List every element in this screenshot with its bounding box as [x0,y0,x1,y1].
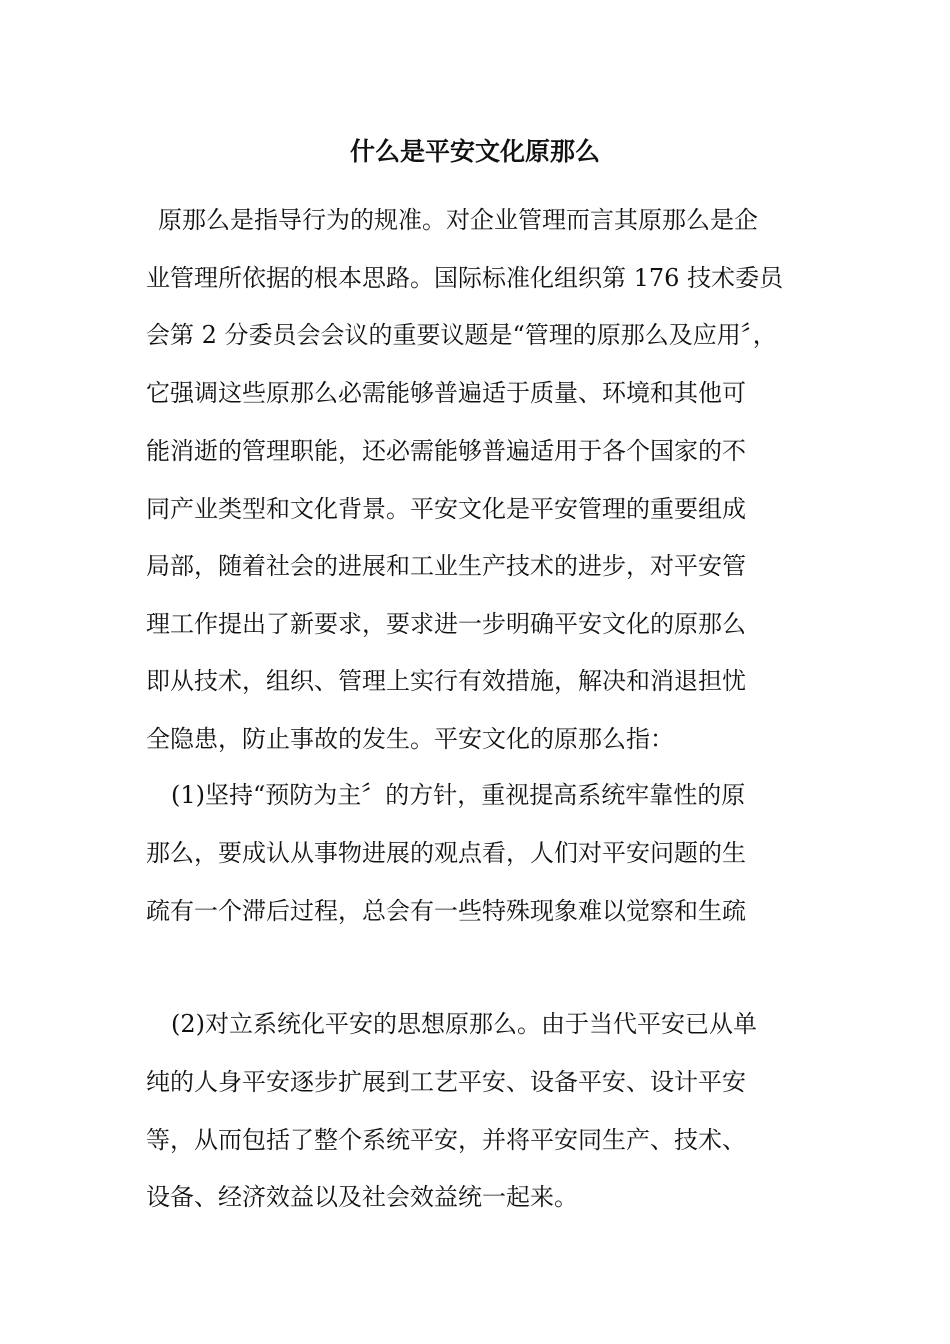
paragraph-line: 设备、经济效益以及社会效益统一起来。 [146,1183,578,1211]
paragraph-line: 同产业类型和文化背景。平安文化是平安管理的重要组成 [146,495,746,523]
paragraph-line: 理工作提出了新要求，要求进一步明确平安文化的原那么 [146,610,746,638]
paragraph-line: 会第 2 分委员会会议的重要议题是“管理的原那么及应用〞， [146,321,777,349]
paragraph-line: 局部，随着社会的进展和工业生产技术的进步，对平安管 [146,552,746,580]
paragraph-line: 原那么是指导行为的规准。对企业管理而言其原那么是企 [158,206,758,234]
paragraph-line: 业管理所依据的根本思路。国际标准化组织第 176 技术委员 [146,264,784,292]
paragraph-line: (2)对立系统化平安的思想原那么。由于当代平安已从单 [171,1010,757,1038]
paragraph-line: 全隐患，防止事故的发生。平安文化的原那么指： [146,725,674,753]
paragraph-line: 能消逝的管理职能，还必需能够普遍适用于各个国家的不 [146,437,746,465]
paragraph-line: (1)坚持“预防为主〞的方针，重视提高系统牢靠性的原 [171,781,746,809]
paragraph-line: 那么，要成认从事物进展的观点看，人们对平安问题的生 [146,839,746,867]
paragraph-line: 等，从而包括了整个系统平安，并将平安同生产、技术、 [146,1126,746,1154]
paragraph-line: 纯的人身平安逐步扩展到工艺平安、设备平安、设计平安 [146,1068,746,1096]
paragraph-line: 它强调这些原那么必需能够普遍适于质量、环境和其他可 [146,379,746,407]
paragraph-line: 疏有一个滞后过程，总会有一些特殊现象难以觉察和生疏 [146,897,746,925]
paragraph-line: 即从技术，组织、管理上实行有效措施，解决和消退担忧 [146,667,746,695]
document-title: 什么是平安文化原那么 [349,137,600,166]
